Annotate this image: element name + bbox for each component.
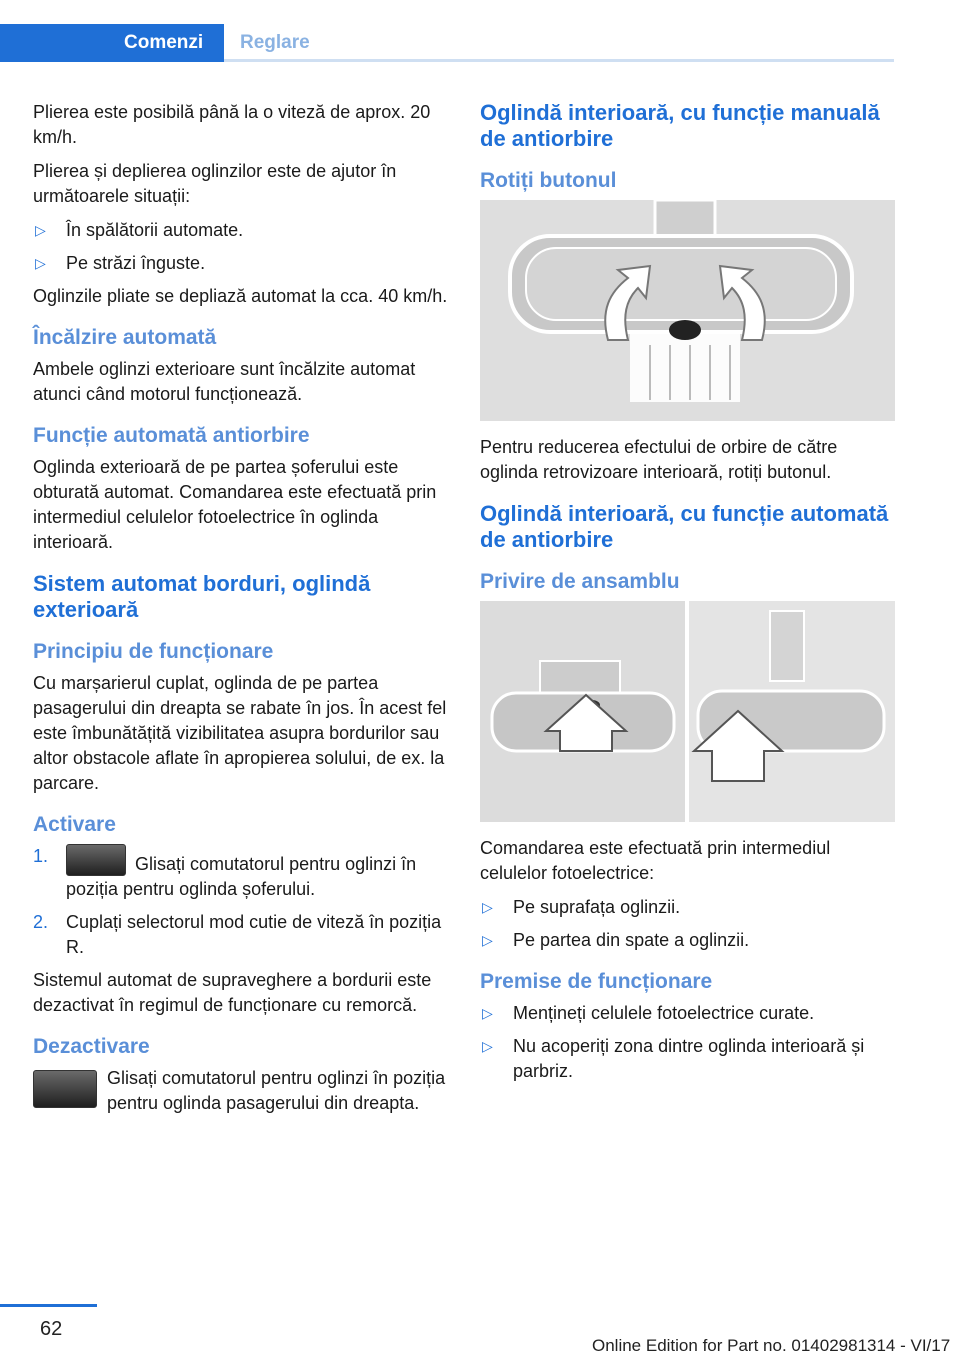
paragraph: Glisați comutatorul pentru oglinzi în poziția pentru oglinda pasagerului din dreapta. bbox=[107, 1068, 446, 1113]
right-column bbox=[480, 100, 895, 1092]
list-item bbox=[480, 895, 895, 920]
heading-turn-knob: Rotiți butonul bbox=[480, 169, 617, 192]
list-item-text: În spălătorii automate. bbox=[66, 220, 244, 240]
tab-comenzi[interactable] bbox=[0, 24, 224, 62]
section-tabs bbox=[0, 24, 894, 62]
triangle-bullet-icon: ▷ bbox=[35, 222, 46, 238]
list-item bbox=[480, 928, 895, 953]
list-item-text: Nu acoperiți zona dintre oglinda interioară și parbriz. bbox=[513, 1036, 865, 1081]
list-item bbox=[33, 844, 448, 902]
bullet-list bbox=[480, 895, 895, 953]
triangle-bullet-icon: ▷ bbox=[35, 255, 46, 271]
paragraph: Comandarea este efectuată prin intermediul celulelor fotoelectrice: bbox=[480, 838, 831, 883]
numbered-list bbox=[33, 844, 448, 960]
list-item-text: Mențineți celulele fotoelectrice curate. bbox=[513, 1003, 815, 1023]
deactivate-block bbox=[33, 1066, 448, 1116]
triangle-bullet-icon: ▷ bbox=[482, 1038, 493, 1054]
paragraph: Plierea și deplierea oglinzilor este de ajutor în următoarele situații: bbox=[33, 161, 397, 206]
heading-heating: Încălzire automată bbox=[33, 326, 217, 349]
paragraph: Oglinda exterioară de pe partea șoferului este obturată automat. Comandarea este efectuată prin intermediul celulelor fotoelectrice în oglinda interioară. bbox=[33, 457, 437, 552]
list-item bbox=[480, 1001, 895, 1026]
mirror-switch-button-icon bbox=[66, 844, 126, 876]
step-text: Cuplați selectorul mod cutie de viteză în poziția R. bbox=[66, 912, 442, 957]
step-number: 1. bbox=[33, 846, 49, 866]
page-number: 62 bbox=[40, 1318, 63, 1340]
tab-underline bbox=[224, 59, 894, 62]
list-item bbox=[33, 251, 448, 276]
photocell-illustration bbox=[480, 601, 895, 822]
bullet-list bbox=[33, 218, 448, 276]
heading-curb-system: Sistem automat borduri, oglindă exterioară bbox=[33, 571, 371, 622]
paragraph: Cu marșarierul cuplat, oglinda de pe partea pasagerului din dreapta se rabate în jos. În acest fel este îmbunătățită vizibilitatea asupra bordurilor sau altor obstacole aflate în apropierea solului, de ex. la parcare. bbox=[33, 673, 447, 793]
heading-manual-mirror: Oglindă interioară, cu funcție manuală de antiorbire bbox=[480, 100, 880, 151]
left-column bbox=[33, 100, 448, 1116]
paragraph: Pentru reducerea efectului de orbire de către oglinda retrovizoare interioară, rotiți butonul. bbox=[480, 437, 838, 482]
figure-manual-mirror bbox=[480, 200, 895, 421]
tab-comenzi-label: Comenzi bbox=[124, 32, 204, 53]
footer-rule bbox=[0, 1304, 97, 1307]
list-item bbox=[480, 1034, 895, 1084]
list-item-text: Pe străzi înguste. bbox=[66, 253, 206, 273]
triangle-bullet-icon: ▷ bbox=[482, 932, 493, 948]
list-item bbox=[33, 910, 448, 960]
paragraph: Plierea este posibilă până la o viteză de aprox. 20 km/h. bbox=[33, 102, 431, 147]
list-item bbox=[33, 218, 448, 243]
list-item-text: Pe partea din spate a oglinzii. bbox=[513, 930, 750, 950]
triangle-bullet-icon: ▷ bbox=[482, 899, 493, 915]
heading-activate: Activare bbox=[33, 813, 116, 836]
paragraph: Oglinzile pliate se depliază automat la cca. 40 km/h. bbox=[33, 286, 448, 306]
step-number: 2. bbox=[33, 912, 49, 932]
mirror-switch-button-icon bbox=[33, 1070, 97, 1108]
paragraph: Sistemul automat de supraveghere a bordurii este dezactivat în regimul de funcționare cu remorcă. bbox=[33, 970, 432, 1015]
heading-overview: Privire de ansamblu bbox=[480, 570, 680, 593]
mirror-knob-illustration bbox=[480, 200, 895, 421]
heading-deactivate: Dezactivare bbox=[33, 1035, 150, 1058]
heading-prerequisites: Premise de funcționare bbox=[480, 970, 713, 993]
heading-auto-mirror: Oglindă interioară, cu funcție automată de antiorbire bbox=[480, 501, 889, 552]
heading-principle: Principiu de funcționare bbox=[33, 640, 274, 663]
triangle-bullet-icon: ▷ bbox=[482, 1005, 493, 1021]
step-text: Glisați comutatorul pentru oglinzi în poziția pentru oglinda șoferului. bbox=[66, 854, 417, 899]
list-item-text: Pe suprafața oglinzii. bbox=[513, 897, 681, 917]
heading-antiglare: Funcție automată antiorbire bbox=[33, 424, 310, 447]
edition-label: Online Edition for Part no. 01402981314 - VI/17 bbox=[592, 1336, 951, 1355]
paragraph: Ambele oglinzi exterioare sunt încălzite automat atunci când motorul funcționează. bbox=[33, 359, 416, 404]
figure-auto-mirror bbox=[480, 601, 895, 822]
bullet-list bbox=[480, 1001, 895, 1084]
tab-reglare[interactable]: Reglare bbox=[240, 32, 310, 53]
